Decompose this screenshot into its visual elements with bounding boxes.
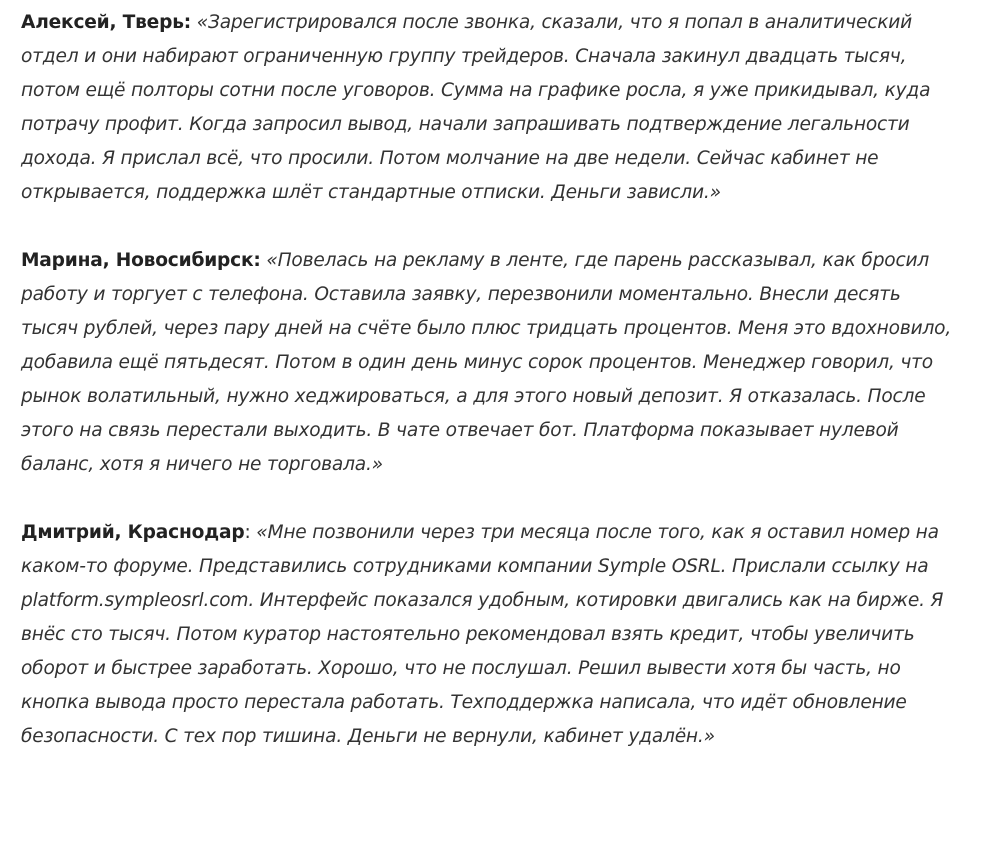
review-paragraph	[21, 244, 961, 482]
review-quote: «Зарегистрировался после звонка, сказали, что я попал в аналитический отдел и они набирают ограниченную группу трейдеров. Сначала закинул двадцать тысяч, потом ещё полторы сотни после уговоров. Сумма на графике росла, я уже прикидывал, куда потрачу профит. Когда запросил вывод, начали запрашивать подтверждение легальности дохода. Я прислал всё, что просили. Потом молчание на две недели. Сейчас кабинет не открывается, поддержка шлёт стандартные отписки. Деньги зависли.»	[21, 12, 931, 203]
review-author: Дмитрий, Краснодар	[21, 522, 245, 543]
review-paragraph	[21, 516, 961, 754]
reviews-article	[21, 6, 961, 754]
review-author: Марина, Новосибирск:	[21, 250, 261, 271]
review-quote: «Повелась на рекламу в ленте, где парень рассказывал, как бросил работу и торгует с телефона. Оставила заявку, перезвонили моментально. Внесли десять тысяч рублей, через пару дней на счёте было плюс тридцать процентов. Меня это вдохновило, добавила ещё пятьдесят. Потом в один день минус сорок процентов. Менеджер говорил, что рынок волатильный, нужно хеджироваться, а для этого новый депозит. Я отказалась. После этого на связь перестали выходить. В чате отвечает бот. Платформа показывает нулевой баланс, хотя я ничего не торговала.»	[21, 250, 952, 475]
review-quote: «Мне позвонили через три месяца после того, как я оставил номер на каком-то форуме. Представились сотрудниками компании Symple OSRL. Прислали ссылку на platform.sympleosrl.com. Интерфейс показался удобным, котировки двигались как на бирже. Я внёс сто тысяч. Потом куратор настоятельно рекомендовал взять кредит, чтобы увеличить оборот и быстрее заработать. Хорошо, что не послушал. Решил вывести хотя бы часть, но кнопка вывода просто перестала работать. Техподдержка написала, что идёт обновление безопасности. С тех пор тишина. Деньги не вернули, кабинет удалён.»	[21, 522, 944, 747]
author-separator: :	[244, 522, 257, 543]
review-paragraph	[21, 6, 961, 210]
review-author: Алексей, Тверь:	[21, 12, 191, 33]
